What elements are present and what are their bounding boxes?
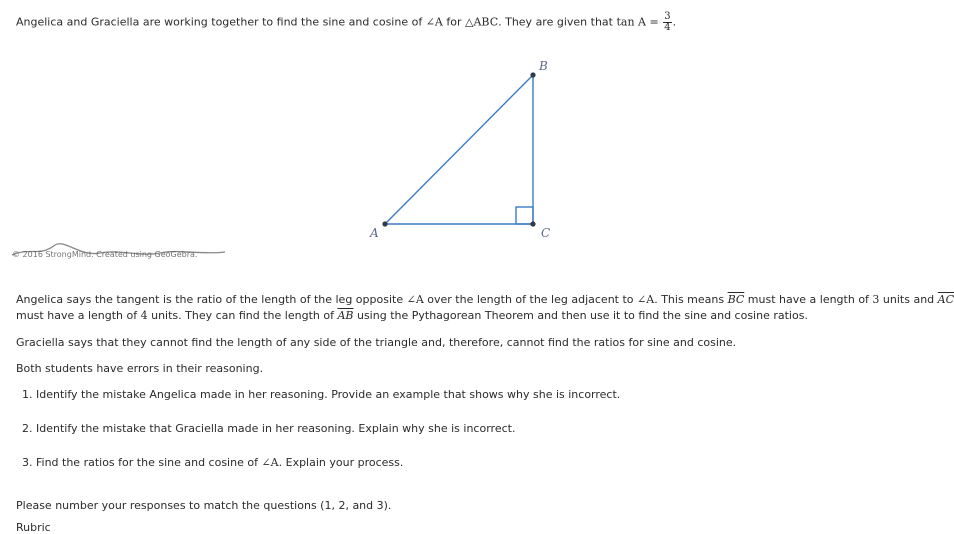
question-3: 3. Find the ratios for the sine and cosine of ∠A. Explain your process. (22, 456, 404, 469)
tan-fraction: $\frac{3}{4}$ (664, 11, 671, 33)
both-errors-text: Both students have errors in their reasoning. (16, 362, 264, 375)
angelica-paragraph-line2: must have a length of 4 units. They can find the length of $\overline{AB}$ using the Pythagorean Theorem and then use it to find the sine and cosine ratios. (16, 309, 808, 322)
problem-intro: Angelica and Graciella are working together to find the sine and cosine of ∠A for △ABC. They are given that tan A = $\frac{3}{4}$ . (16, 11, 677, 33)
rubric-heading-cut: Rubric (16, 521, 51, 534)
segment-ab: $\overline{AB}$ (337, 309, 354, 322)
side-ab (385, 75, 533, 224)
geogebra-credit: © 2016 StrongMind. Created using GeoGebra. (12, 250, 198, 259)
label-b: B (539, 59, 548, 73)
point-b (530, 72, 535, 77)
segment-ac: $\overline{AC}$ (937, 293, 954, 306)
numbering-instruction: Please number your responses to match the questions (1, 2, and 3). (16, 499, 392, 512)
point-c (530, 221, 535, 226)
question-2: 2. Identify the mistake that Graciella made in her reasoning. Explain why she is incorrect. (22, 422, 516, 435)
angelica-paragraph-line1: Angelica says the tangent is the ratio of the length of the leg opposite ∠A over the length of the leg adjacent to ∠A. This means $\overline{BC}$ must have a length of 3 units and $\overline{AC}$ (16, 293, 954, 306)
label-c: C (541, 226, 551, 240)
tan-expression: tan A = (616, 15, 659, 29)
right-angle-marker (516, 207, 533, 224)
point-a (382, 221, 387, 226)
angle-a: ∠A (425, 15, 443, 29)
triangle-abc: △ABC (465, 15, 499, 29)
triangle-figure (340, 55, 570, 245)
graciella-paragraph: Graciella says that they cannot find the length of any side of the triangle and, therefore, cannot find the ratios for sine and cosine. (16, 336, 737, 349)
question-1: 1. Identify the mistake Angelica made in her reasoning. Provide an example that shows why she is incorrect. (22, 388, 621, 401)
segment-bc: $\overline{BC}$ (727, 293, 745, 306)
label-a: A (370, 226, 379, 240)
